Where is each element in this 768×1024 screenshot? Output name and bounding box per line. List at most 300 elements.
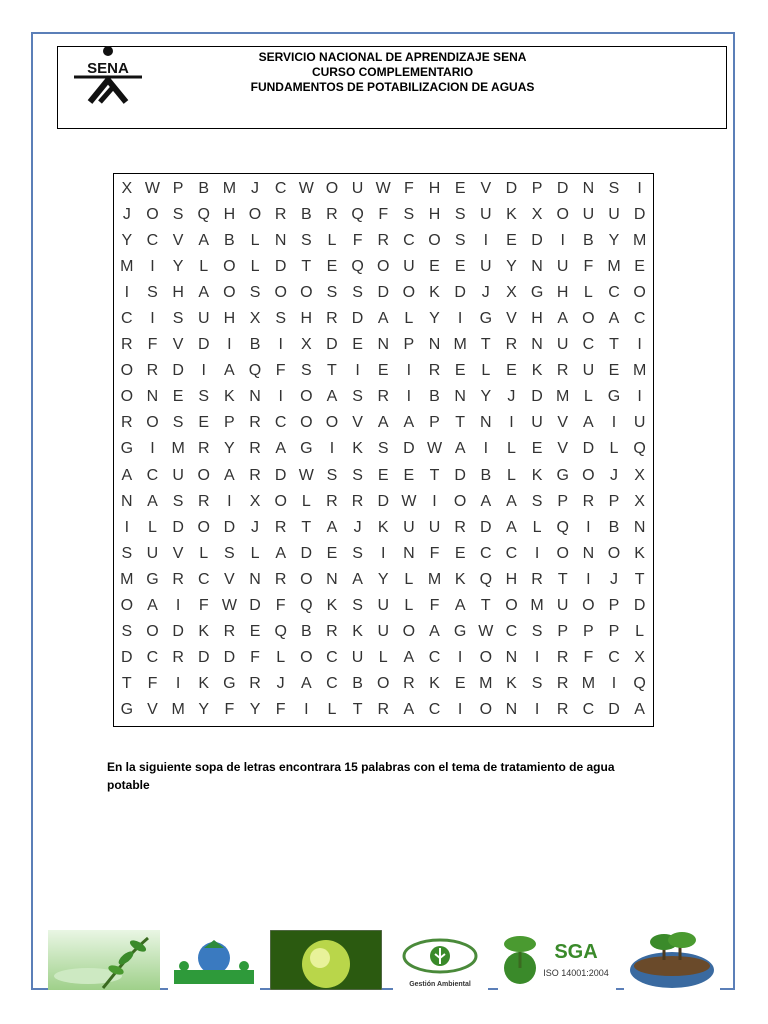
grid-letter: T (301, 258, 312, 276)
grid-letter: S (454, 206, 466, 224)
grid-letter: K (224, 388, 235, 406)
grid-letter: I (560, 232, 565, 250)
grid-letter: Y (480, 388, 492, 406)
grid-letter: A (506, 518, 517, 536)
grid-letter: N (531, 336, 543, 354)
grid-letter: N (377, 336, 389, 354)
grid-letter: U (377, 596, 389, 614)
grid-letter: I (534, 700, 540, 718)
grid-letter: A (352, 570, 363, 588)
grid-letter: S (454, 232, 466, 250)
grid-letter: X (506, 284, 517, 302)
grid-letter: O (556, 206, 569, 224)
grid-letter: X (634, 466, 645, 484)
grid-letter: S (403, 206, 415, 224)
grid-letter: F (250, 648, 260, 666)
grid-letter: X (531, 206, 543, 224)
grid-letter: S (224, 544, 235, 562)
grid-letter: V (557, 440, 569, 458)
grid-letter: R (326, 622, 338, 640)
grid-letter: V (480, 180, 492, 198)
grid-letter: D (121, 648, 133, 666)
grid-letter: X (634, 648, 645, 666)
grid-letter: A (147, 596, 158, 614)
grid-letter: L (378, 648, 388, 666)
grid-letter: R (531, 570, 543, 588)
grid-letter: O (300, 414, 313, 432)
grid-letter: R (351, 492, 364, 510)
grid-letter: U (531, 414, 543, 432)
sena-logo-text: SENA (87, 60, 129, 77)
grid-letter: Y (198, 700, 210, 718)
grid-letter: O (146, 622, 159, 640)
grid-letter: E (506, 232, 517, 250)
grid-letter: P (557, 492, 569, 510)
grid-letter: C (403, 232, 415, 250)
grid-letter: E (326, 544, 338, 562)
grid-letter: H (556, 284, 569, 302)
grid-letter: B (480, 466, 492, 484)
grid-row (114, 671, 653, 697)
grid-letter: A (429, 622, 440, 640)
gestion-ambiental-logo (393, 930, 488, 990)
grid-letter: K (326, 596, 338, 614)
grid-letter: P (531, 180, 543, 198)
grid-letter: F (583, 258, 594, 276)
grid-letter: C (274, 180, 287, 198)
grid-letter: C (121, 310, 133, 328)
grid-letter: S (326, 466, 338, 484)
grid-row (114, 593, 653, 619)
grid-row (114, 463, 653, 489)
grid-letter: U (556, 596, 569, 614)
grid-letter: P (172, 180, 184, 198)
grid-letter: C (274, 414, 287, 432)
grid-letter: L (327, 700, 337, 718)
grid-letter: F (275, 362, 286, 380)
grid-letter: I (432, 492, 437, 510)
grid-row (114, 619, 653, 645)
grid-letter: N (121, 492, 133, 510)
grid-letter: R (377, 700, 389, 718)
grid-letter: M (607, 258, 621, 276)
grid-letter: O (146, 206, 159, 224)
grid-letter: F (429, 544, 440, 562)
grid-letter: B (608, 518, 620, 536)
grid-letter: W (298, 180, 314, 198)
green-globe-image (270, 930, 382, 990)
grid-letter: L (609, 440, 619, 458)
grid-letter: U (197, 310, 210, 328)
grid-letter: S (531, 622, 543, 640)
grid-letter: S (172, 310, 184, 328)
grid-letter: R (377, 232, 389, 250)
grid-letter: L (327, 232, 337, 250)
grid-letter: B (198, 180, 210, 198)
grid-letter: I (483, 232, 489, 250)
grid-letter: R (274, 206, 287, 224)
grid-letter: R (326, 492, 338, 510)
grid-letter: I (124, 518, 130, 536)
grid-letter: R (556, 700, 569, 718)
grid-letter: O (556, 544, 569, 562)
grid-letter: A (224, 466, 235, 484)
grid-letter: X (634, 492, 645, 510)
grid-letter: E (352, 336, 363, 354)
grid-letter: R (505, 336, 518, 354)
grid-letter: I (381, 544, 386, 562)
grid-row (114, 254, 653, 280)
grid-letter: D (172, 362, 184, 380)
grid-letter: R (197, 492, 210, 510)
grid-letter: D (377, 492, 389, 510)
grid-letter: U (351, 648, 364, 666)
grid-letter: C (633, 310, 646, 328)
grid-letter: M (632, 232, 647, 250)
grid-letter: O (402, 284, 416, 302)
grid-row (114, 410, 653, 436)
grid-letter: G (530, 284, 544, 302)
grid-letter: U (633, 414, 646, 432)
grid-letter: I (611, 674, 617, 692)
grid-letter: M (120, 258, 134, 276)
grid-letter: E (198, 414, 210, 432)
grid-letter: L (250, 544, 260, 562)
grid-letter: K (352, 440, 363, 458)
grid-letter: C (146, 648, 159, 666)
grid-letter: C (505, 544, 518, 562)
grid-letter: N (326, 570, 338, 588)
grid-letter: O (120, 388, 134, 406)
grid-letter: N (480, 414, 492, 432)
grid-letter: I (586, 570, 591, 588)
grid-letter: H (428, 180, 441, 198)
grid-letter: W (375, 180, 391, 198)
grid-letter: C (146, 466, 159, 484)
grid-letter: E (531, 440, 543, 458)
grid-letter: H (300, 310, 313, 328)
grid-letter: Q (351, 206, 364, 224)
grid-letter: L (583, 388, 593, 406)
grid-letter: C (197, 570, 210, 588)
sena-logo (70, 44, 146, 104)
grid-letter: U (582, 206, 595, 224)
grid-letter: I (175, 674, 181, 692)
grid-letter: D (633, 596, 646, 614)
grid-letter: R (274, 518, 287, 536)
grid-letter: W (401, 492, 417, 510)
grid-letter: W (478, 622, 494, 640)
grid-letter: S (249, 284, 261, 302)
grid-row (114, 358, 653, 384)
grid-letter: G (300, 440, 313, 458)
grid-letter: D (377, 284, 389, 302)
grid-letter: A (403, 414, 415, 432)
grid-letter: L (404, 570, 414, 588)
grid-letter: O (274, 284, 287, 302)
grid-letter: F (275, 596, 286, 614)
grid-letter: L (404, 310, 414, 328)
grid-letter: I (637, 180, 642, 198)
grid-letter: D (556, 180, 569, 198)
grid-letter: P (608, 596, 620, 614)
footer-images (48, 930, 720, 996)
grid-letter: I (227, 492, 232, 510)
grid-letter: U (403, 518, 415, 536)
grid-letter: L (276, 648, 286, 666)
grid-letter: Q (633, 440, 646, 458)
grid-letter: N (582, 180, 595, 198)
grid-letter: K (531, 362, 543, 380)
grid-letter: D (531, 388, 543, 406)
sga-iso: ISO 14001:2004 (543, 968, 609, 978)
grid-letter: B (224, 232, 235, 250)
grid-letter: R (326, 310, 338, 328)
grid-letter: L (250, 258, 260, 276)
grid-letter: O (120, 362, 134, 380)
grid-letter: P (608, 492, 620, 510)
grid-letter: B (429, 388, 440, 406)
grid-letter: K (198, 622, 210, 640)
grid-row (114, 436, 653, 462)
grid-letter: T (301, 518, 312, 536)
grid-letter: K (198, 674, 210, 692)
grid-letter: U (172, 466, 184, 484)
grid-letter: L (148, 518, 157, 536)
grid-letter: F (583, 648, 594, 666)
grid-letter: G (479, 310, 493, 328)
grid-letter: J (507, 388, 516, 406)
grid-letter: O (582, 310, 595, 328)
grid-letter: S (352, 284, 363, 302)
grid-letter: Y (608, 232, 620, 250)
grid-letter: R (172, 648, 184, 666)
grid-letter: I (406, 362, 412, 380)
grid-letter: U (480, 258, 492, 276)
grid-letter: I (457, 700, 463, 718)
grid-letter: O (274, 492, 287, 510)
grid-letter: D (454, 284, 466, 302)
grid-letter: E (403, 466, 415, 484)
grid-letter: T (327, 362, 337, 380)
grid-letter: L (583, 284, 593, 302)
grid-letter: L (301, 492, 311, 510)
earth-tree-image (624, 930, 720, 990)
grid-letter: F (198, 596, 209, 614)
grid-letter: O (377, 674, 390, 692)
grid-letter: A (300, 674, 312, 692)
grid-letter: R (274, 570, 287, 588)
grid-letter: D (403, 440, 415, 458)
grid-letter: F (275, 700, 286, 718)
grid-letter: S (121, 622, 133, 640)
grid-letter: K (531, 466, 543, 484)
grid-letter: D (480, 518, 492, 536)
grid-letter: E (454, 258, 466, 276)
grid-letter: U (556, 336, 569, 354)
grid-letter: O (300, 570, 313, 588)
grid-letter: D (172, 518, 184, 536)
grid-letter: C (428, 700, 441, 718)
institution-name: SERVICIO NACIONAL DE APRENDIZAJE SENA (258, 50, 527, 64)
grid-letter: F (429, 596, 440, 614)
grid-letter: G (120, 700, 134, 718)
grid-letter: A (583, 414, 594, 432)
grid-row (114, 645, 653, 671)
grid-letter: A (377, 414, 389, 432)
grid-letter: R (223, 622, 236, 640)
grid-letter: I (509, 414, 514, 432)
grid-letter: E (634, 258, 645, 276)
grid-letter: C (146, 232, 159, 250)
grid-letter: A (275, 440, 286, 458)
grid-letter: X (121, 180, 133, 198)
grid-letter: O (248, 206, 262, 224)
grid-letter: C (505, 622, 518, 640)
sga-logo (498, 930, 616, 990)
grid-letter: M (427, 570, 442, 588)
grid-letter: Y (249, 700, 261, 718)
grid-letter: R (146, 362, 159, 380)
grid-letter: I (483, 440, 489, 458)
grid-letter: S (275, 310, 286, 328)
grid-letter: S (147, 284, 158, 302)
grid-letter: G (120, 440, 134, 458)
grid-letter: Q (197, 206, 210, 224)
grid-letter: A (403, 700, 415, 718)
grid-letter: I (150, 440, 155, 458)
grid-letter: O (582, 466, 595, 484)
grid-letter: D (223, 648, 236, 666)
grid-row (114, 332, 653, 358)
grid-letter: Y (377, 570, 389, 588)
grid-letter: E (377, 362, 389, 380)
grid-letter: D (531, 232, 543, 250)
grid-letter: U (480, 206, 492, 224)
grid-letter: P (557, 622, 569, 640)
grid-letter: M (581, 674, 596, 692)
grid-letter: I (227, 336, 232, 354)
grid-letter: X (249, 310, 261, 328)
grid-letter: G (453, 622, 467, 640)
grid-letter: I (124, 284, 130, 302)
grid-letter: N (146, 388, 159, 406)
grid-letter: A (275, 544, 286, 562)
grid-letter: V (147, 700, 158, 718)
grid-letter: D (454, 466, 466, 484)
grid-letter: W (221, 596, 237, 614)
grid-letter: S (172, 206, 184, 224)
grid-letter: N (274, 232, 287, 250)
recycle-people-image (168, 930, 260, 990)
grid-letter: M (530, 596, 544, 614)
grid-letter: A (454, 440, 466, 458)
header-title-block (200, 50, 585, 95)
grid-letter: N (249, 388, 261, 406)
grid-letter: J (122, 206, 131, 224)
grid-letter: S (172, 414, 184, 432)
grid-letter: A (121, 466, 133, 484)
grid-letter: I (406, 388, 412, 406)
grid-letter: M (171, 440, 185, 458)
grid-letter: N (454, 388, 466, 406)
grid-letter: U (556, 258, 569, 276)
grid-letter: I (586, 518, 591, 536)
word-search-grid (114, 176, 653, 723)
grid-letter: R (197, 440, 210, 458)
grid-letter: K (352, 622, 363, 640)
grid-letter: J (353, 518, 362, 536)
grid-letter: P (429, 414, 440, 432)
grid-letter: O (325, 414, 339, 432)
grid-letter: G (556, 466, 569, 484)
grid-letter: Q (300, 596, 313, 614)
grid-letter: V (352, 414, 363, 432)
grid-letter: U (403, 258, 415, 276)
grid-letter: D (326, 336, 338, 354)
grid-letter: R (249, 674, 261, 692)
grid-letter: S (121, 544, 133, 562)
grid-letter: C (326, 674, 338, 692)
grid-letter: L (199, 258, 209, 276)
grid-letter: P (224, 414, 235, 432)
grid-letter: M (120, 570, 134, 588)
grid-letter: Q (248, 362, 262, 380)
grid-letter: O (607, 544, 621, 562)
grid-letter: F (224, 700, 235, 718)
grid-letter: Y (224, 440, 235, 458)
grid-letter: T (557, 570, 568, 588)
grid-letter: E (506, 362, 517, 380)
grid-letter: V (172, 336, 184, 354)
grid-letter: N (633, 518, 646, 536)
grid-letter: I (201, 362, 206, 380)
grid-row (114, 515, 653, 541)
grid-letter: N (428, 336, 441, 354)
grid-letter: E (249, 622, 261, 640)
grid-letter: H (531, 310, 543, 328)
grid-letter: N (403, 544, 415, 562)
grid-letter: E (377, 466, 389, 484)
grid-letter: A (454, 596, 466, 614)
grid-letter: U (146, 544, 159, 562)
grid-letter: S (352, 596, 363, 614)
grid-letter: B (300, 206, 312, 224)
instructions-text: En la siguiente sopa de letras encontrara 15 palabras con el tema de tratamiento de agua potable (107, 760, 615, 792)
grid-letter: J (609, 466, 618, 484)
grid-letter: A (557, 310, 569, 328)
grid-letter: I (278, 336, 283, 354)
grid-letter: R (249, 440, 261, 458)
grid-letter: W (426, 440, 443, 458)
grid-letter: O (223, 284, 236, 302)
grid-letter: K (429, 284, 440, 302)
grid-row (114, 306, 653, 332)
grid-letter: O (300, 284, 313, 302)
grid-letter: Y (172, 258, 184, 276)
grid-letter: D (505, 180, 518, 198)
grid-letter: W (144, 180, 161, 198)
grid-letter: V (506, 310, 517, 328)
grid-letter: R (172, 570, 184, 588)
grid-letter: I (175, 596, 181, 614)
grid-letter: K (377, 518, 389, 536)
grid-letter: V (224, 570, 235, 588)
grid-letter: A (377, 310, 389, 328)
grid-letter: R (249, 414, 261, 432)
grid-letter: S (198, 388, 210, 406)
grid-letter: A (326, 518, 338, 536)
